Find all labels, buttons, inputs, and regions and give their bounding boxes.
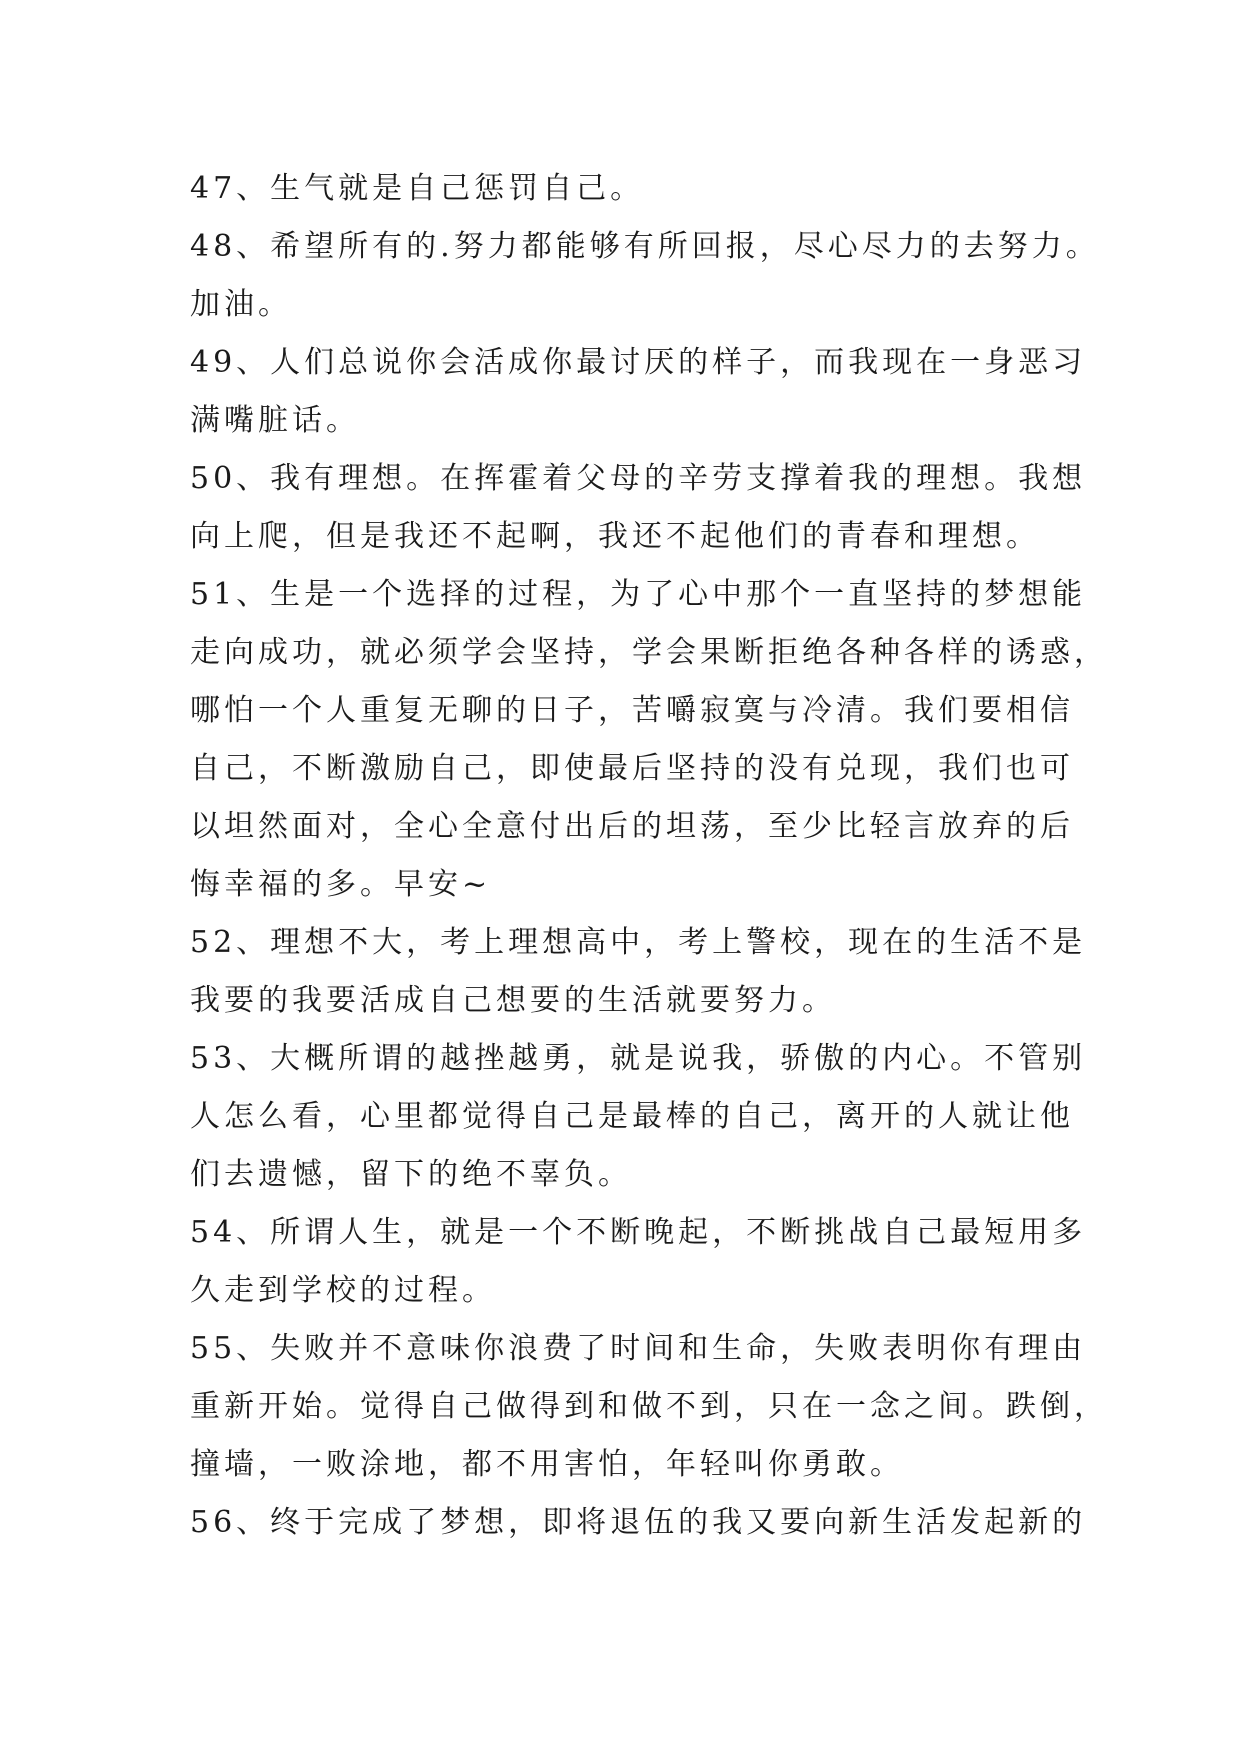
text-line: 们去遗憾，留下的绝不辜负。: [190, 1157, 632, 1192]
text-line: 撞墙，一败涂地，都不用害怕，年轻叫你勇敢。: [190, 1447, 904, 1482]
text-line: 走向成功，就必须学会坚持，学会果断拒绝各种各样的诱惑，: [190, 635, 1108, 670]
text-line: 满嘴脏话。: [190, 403, 360, 438]
text-line: 53、大概所谓的越挫越勇，就是说我，骄傲的内心。不管别: [190, 1041, 1087, 1076]
text-line: 55、失败并不意味你浪费了时间和生命，失败表明你有理由: [190, 1331, 1087, 1366]
text-line: 哪怕一个人重复无聊的日子，苦嚼寂寞与冷清。我们要相信: [190, 693, 1074, 728]
text-line: 47、生气就是自己惩罚自己。: [190, 171, 645, 206]
text-line: 51、生是一个选择的过程，为了心中那个一直坚持的梦想能: [190, 577, 1087, 612]
text-line: 久走到学校的过程。: [190, 1273, 496, 1308]
text-line: 50、我有理想。在挥霍着父母的辛劳支撑着我的理想。我想: [190, 461, 1087, 496]
text-line: 48、希望所有的.努力都能够有所回报，尽心尽力的去努力。: [190, 229, 1100, 264]
text-line: 54、所谓人生，就是一个不断晚起，不断挑战自己最短用多: [190, 1215, 1087, 1250]
text-line: 49、人们总说你会活成你最讨厌的样子，而我现在一身恶习: [190, 345, 1087, 380]
text-line: 重新开始。觉得自己做得到和做不到，只在一念之间。跌倒，: [190, 1389, 1108, 1424]
text-line: 悔幸福的多。早安~: [190, 867, 492, 902]
document-body: [190, 160, 1108, 1552]
text-line: 我要的我要活成自己想要的生活就要努力。: [190, 983, 836, 1018]
text-line: 自己，不断激励自己，即使最后坚持的没有兑现，我们也可: [190, 751, 1074, 786]
text-line: 向上爬，但是我还不起啊，我还不起他们的青春和理想。: [190, 519, 1040, 554]
text-line: 以坦然面对，全心全意付出后的坦荡，至少比轻言放弃的后: [190, 809, 1074, 844]
text-line: 加油。: [190, 287, 292, 322]
text-line: 52、理想不大，考上理想高中，考上警校，现在的生活不是: [190, 925, 1087, 960]
text-line: 56、终于完成了梦想，即将退伍的我又要向新生活发起新的: [190, 1505, 1087, 1540]
text-line: 人怎么看，心里都觉得自己是最棒的自己，离开的人就让他: [190, 1099, 1074, 1134]
